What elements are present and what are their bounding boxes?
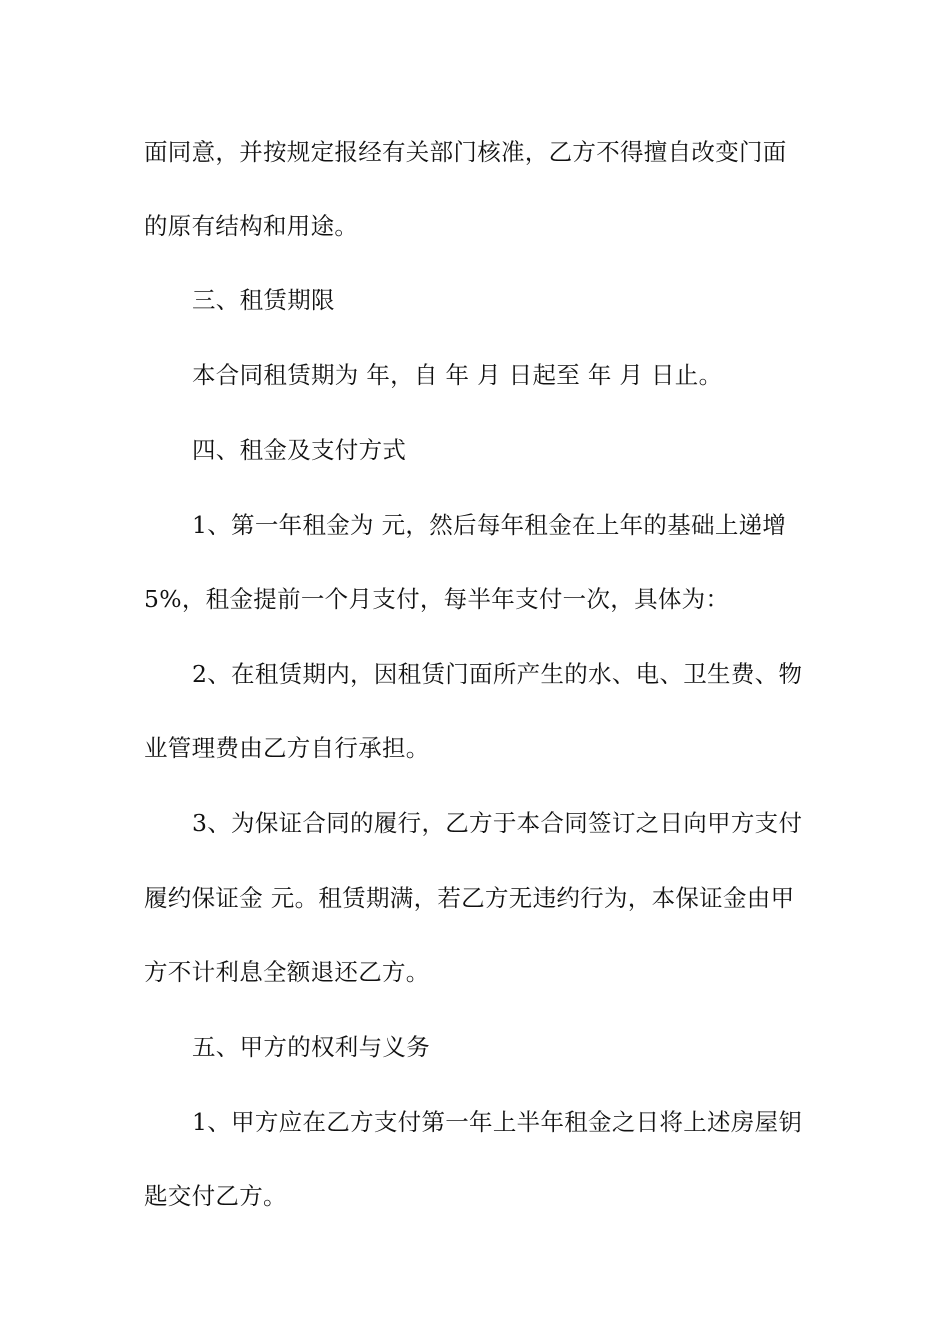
paragraph-line: 业管理费由乙方自行承担。 (144, 734, 430, 762)
paragraph-line: 面同意，并按规定报经有关部门核准，乙方不得擅自改变门面 (144, 138, 787, 166)
paragraph-line: 3、为保证合同的履行，乙方于本合同签订之日向甲方支付 (192, 809, 803, 837)
section-heading-party-a-rights: 五、甲方的权利与义务 (192, 1033, 430, 1061)
paragraph-line: 匙交付乙方。 (144, 1182, 287, 1210)
paragraph-line: 2、在租赁期内，因租赁门面所产生的水、电、卫生费、物 (192, 660, 803, 688)
section-heading-rent-payment: 四、租金及支付方式 (192, 436, 407, 464)
paragraph-line: 1、甲方应在乙方支付第一年上半年租金之日将上述房屋钥 (192, 1108, 803, 1136)
paragraph-line: 方不计利息全额退还乙方。 (144, 958, 430, 986)
paragraph-line: 的原有结构和用途。 (144, 212, 359, 240)
paragraph-line: 1、第一年租金为 元，然后每年租金在上年的基础上递增 (192, 511, 787, 539)
section-heading-lease-term: 三、租赁期限 (192, 286, 335, 314)
paragraph-line: 本合同租赁期为 年，自 年 月 日起至 年 月 日止。 (192, 361, 723, 389)
paragraph-line: 履约保证金 元。租赁期满，若乙方无违约行为，本保证金由甲 (144, 884, 795, 912)
paragraph-line: 5%，租金提前一个月支付，每半年支付一次，具体为： (144, 585, 730, 613)
